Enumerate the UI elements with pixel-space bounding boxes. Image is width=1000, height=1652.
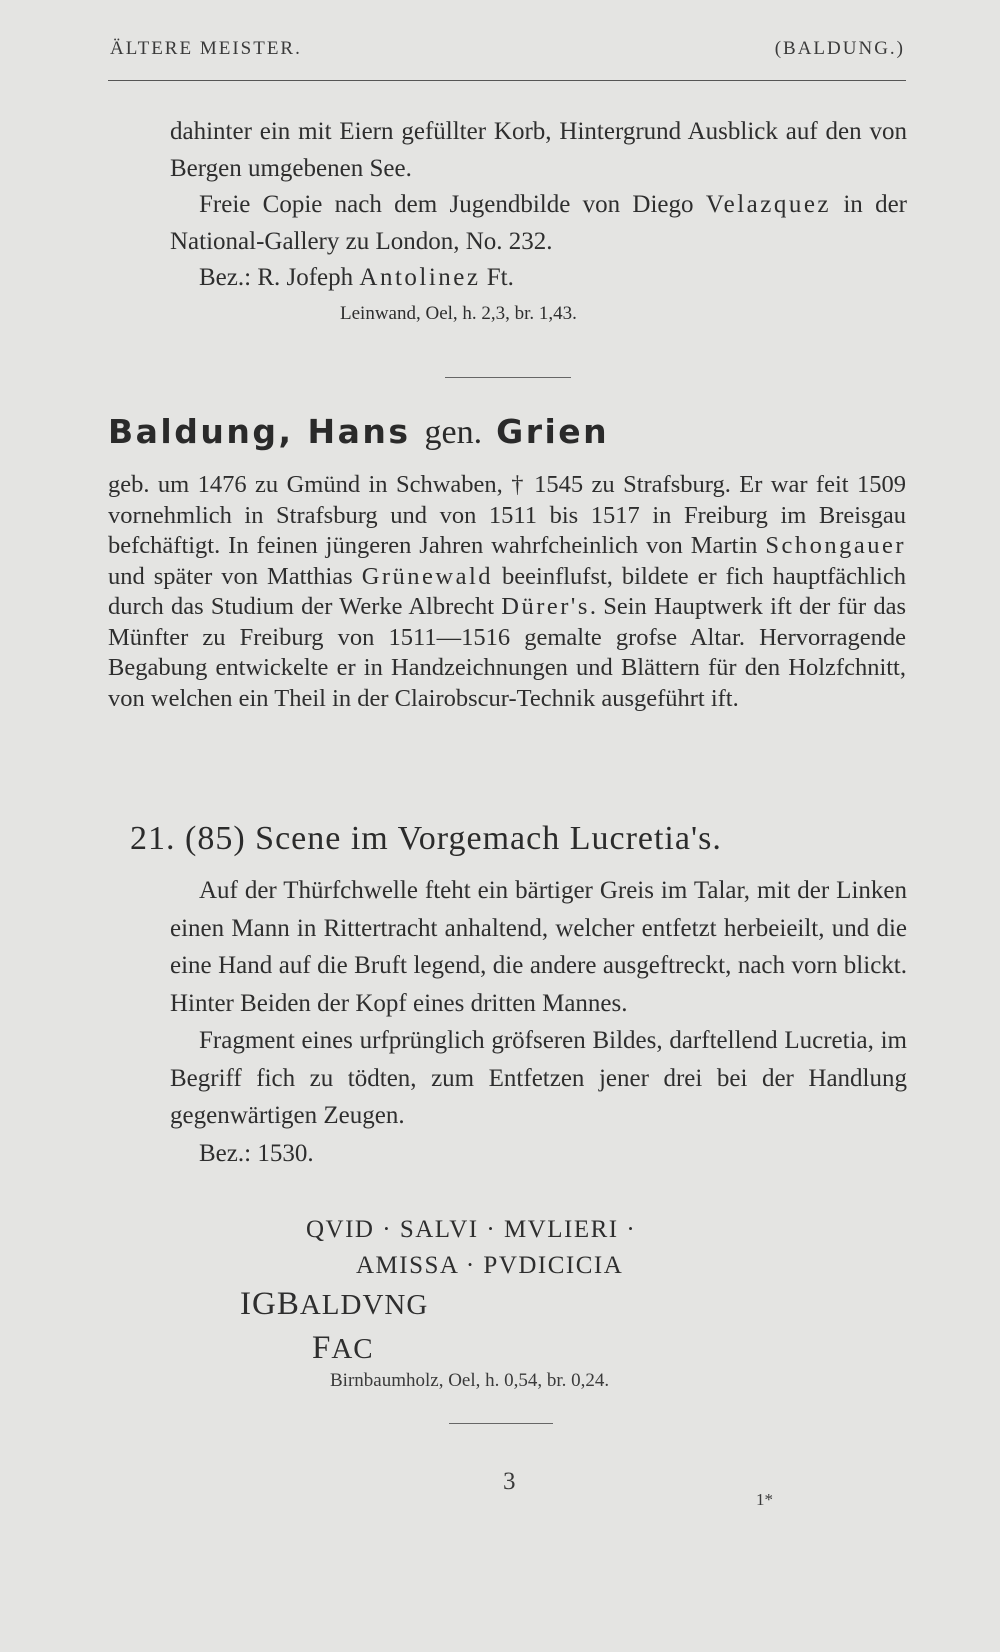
entry-title [130, 820, 722, 858]
name-schongauer: Schongauer [765, 532, 906, 559]
name-duerer: Dürer's [501, 593, 590, 620]
artist-heading [108, 412, 609, 452]
entry-body [170, 872, 907, 1172]
previous-entry-copy-note: Freie Copie nach dem Jugendbilde von Diego Velazquez in der National-Gallery zu London, No. 232. [170, 191, 907, 255]
previous-entry-description: dahinter ein mit Eiern gefüllter Korb, Hintergrund Ausblick auf den von Bergen umgebenen See. [170, 118, 907, 182]
running-head [110, 38, 905, 64]
artist-nickname: Grien [496, 412, 610, 451]
entry-medium: Birnbaumholz, Oel, h. 0,54, br. 0,24. [330, 1370, 610, 1391]
inscription-line-1: QVID · SALVI · MVLIERI · [306, 1216, 637, 1243]
running-head-left: ÄLTERE MEISTER. [110, 38, 302, 59]
entry-fragment-note: Fragment eines urfprünglich gröfseren Bildes, darftellend Lucretia, im Begriff fich zu tödten, zum Entfetzen jener drei bei der Handlung gegenwärtigen Zeugen. [170, 1027, 907, 1129]
entry-inventory: (85) [185, 820, 246, 857]
previous-entry-medium: Leinwand, Oel, h. 2,3, br. 1,43. [340, 302, 577, 324]
signature-monogram: IG [240, 1286, 277, 1322]
signature-fac: FAC [312, 1330, 374, 1366]
entry-title-text: Scene im Vorgemach Lucretia's. [255, 820, 722, 857]
running-head-right: (BALDUNG.) [774, 38, 905, 59]
entry-number: 21. [130, 820, 176, 857]
printer-signature-mark: 1* [756, 1490, 773, 1509]
artist-biography: geb. um 1476 zu Gmünd in Schwaben, † 1545 zu Strafsburg. Er war feit 1509 vornehmlich in Strafsburg und von 1511 bis 1517 in Freiburg im Breisgau befchäftigt. In feinen jüngeren Jahren wahrfcheinlich von Martin Schongauer und später von Matthias Grünewald beeinflufst, bildete er fich hauptfächlich durch das Studium der Werke Albrecht Dürer's. Sein Hauptwerk ift der für das Münfter zu Freiburg von 1511—1516 gemalte grofse Altar. Hervorragende Begabung entwickelte er in Handzeichnungen und Blättern für den Holzfchnitt, von welchen ein Theil in der Clairobscur-Technik ausgeführt ift. [108, 471, 906, 712]
separator-rule [445, 377, 571, 378]
end-rule [449, 1423, 553, 1424]
header-rule [108, 80, 906, 81]
entry-description: Auf der Thürfchwelle fteht ein bärtiger Greis im Talar, mit der Linken einen Mann in Rittertracht anhaltend, welcher entfetzt herbeieilt, und die eine Hand auf die Bruft legend, die andere ausgeftreckt, nach vorn blickt. Hinter Beiden der Kopf eines dritten Mannes. [170, 877, 907, 1017]
artist-name: Baldung, Hans [108, 412, 411, 451]
page-number: 3 [503, 1468, 516, 1495]
previous-entry [170, 114, 907, 329]
signature-baldung: IGBALDVNG [240, 1286, 429, 1322]
inscription-line-2: AMISSA · PVDICICIA [356, 1252, 624, 1279]
entry-signed: Bez.: 1530. [199, 1139, 314, 1167]
name-gruenewald: Grünewald [361, 562, 494, 590]
artist-gen: gen. [424, 414, 483, 451]
previous-entry-signed: Bez.: R. Jofeph Antolinez Ft. [199, 264, 514, 291]
